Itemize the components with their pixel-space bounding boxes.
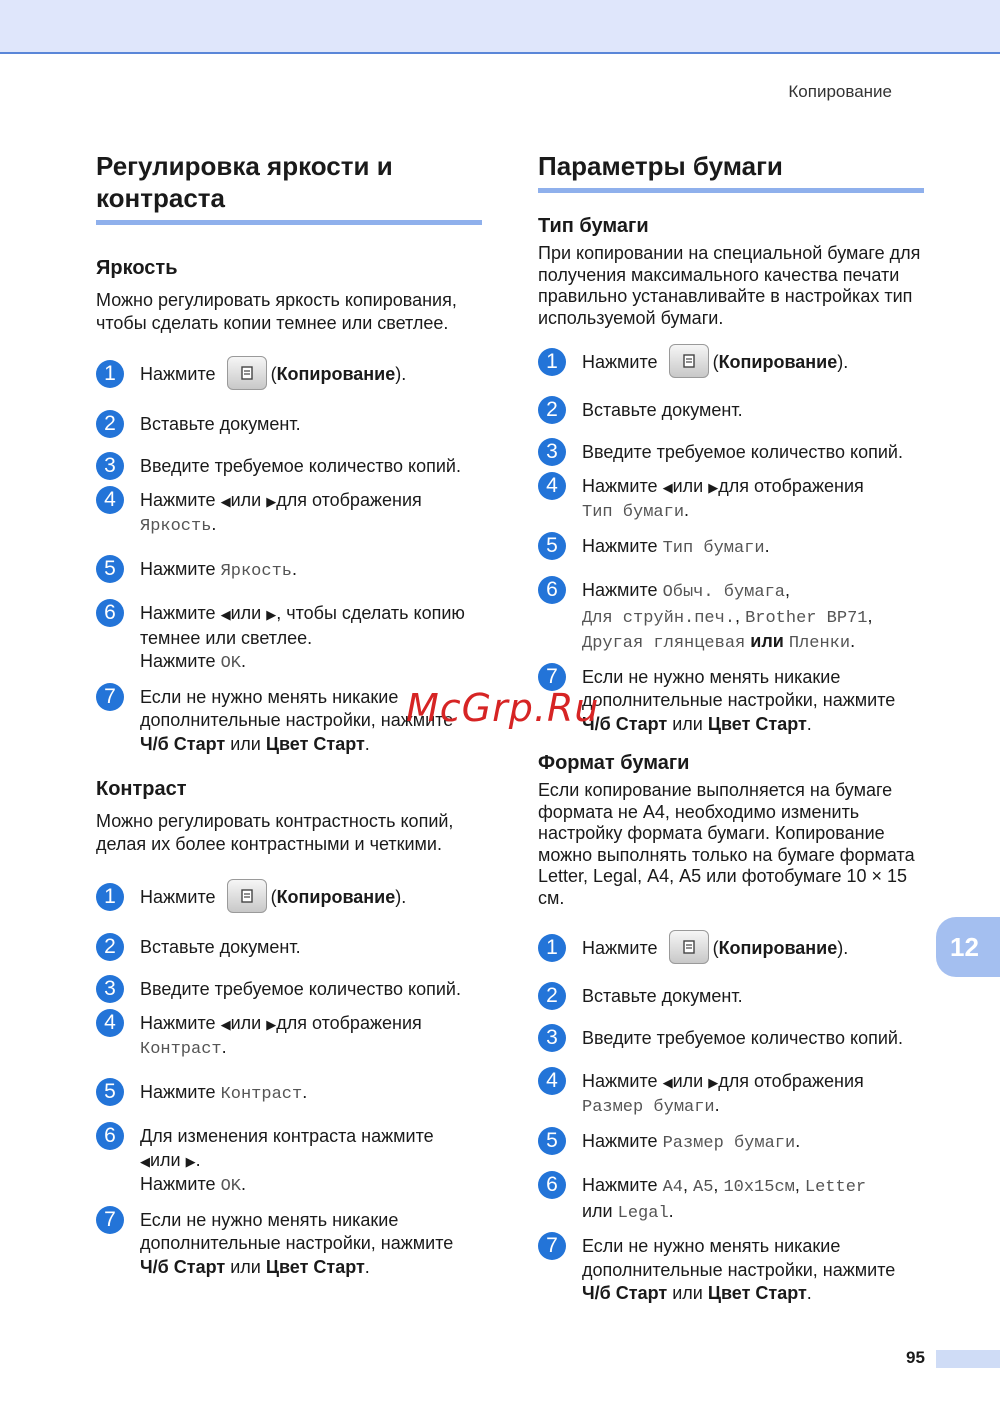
step-number: 5 [538, 1127, 566, 1155]
step-text: Нажмите [582, 1175, 658, 1195]
paren: ). [837, 352, 849, 372]
punct: . [211, 514, 217, 534]
step-text: Вставьте документ. [140, 936, 301, 957]
steps-paper-type [538, 351, 930, 736]
step-2 [96, 413, 488, 437]
punct: . [364, 733, 370, 754]
punct: . [684, 500, 690, 520]
punct: . [668, 1200, 674, 1221]
right-arrow-icon: ▶ [266, 493, 277, 509]
punct: , [735, 605, 741, 626]
section-title-brightness-contrast: Регулировка яркости и контраста [96, 150, 482, 225]
step-text: или [582, 1200, 613, 1221]
option: Пленки [788, 634, 851, 653]
left-arrow-icon: ◀ [220, 1016, 231, 1032]
step-5 [538, 1130, 930, 1156]
step-text: Нажмите [140, 558, 216, 579]
step-number: 6 [538, 1171, 566, 1199]
paren: ). [837, 938, 849, 958]
right-arrow-icon: ▶ [185, 1153, 196, 1169]
step-text: Нажмите [582, 580, 658, 600]
step-number: 4 [96, 1009, 124, 1037]
step-6 [538, 579, 930, 656]
step-number: 2 [96, 410, 124, 438]
step-3 [538, 1027, 930, 1051]
copy-label: Копирование [276, 364, 396, 384]
bw-start-label: Ч/б Старт [582, 1283, 668, 1303]
step-number: 5 [538, 532, 566, 560]
left-arrow-icon: ◀ [220, 607, 231, 622]
step-text: Нажмите [140, 489, 216, 510]
step-number: 7 [96, 683, 124, 711]
menu-item: Яркость [220, 561, 292, 581]
step-text: Нажмите [582, 1070, 658, 1091]
step-text: . [195, 1149, 201, 1170]
option: Letter [804, 1178, 867, 1197]
step-text: Нажмите [582, 1130, 658, 1151]
step-text: Введите требуемое количество копий. [582, 1028, 903, 1048]
step-text: Нажмите [582, 475, 658, 496]
step-6 [96, 602, 488, 676]
punct: . [806, 713, 812, 734]
step-5 [96, 558, 488, 584]
punct: . [240, 1174, 246, 1194]
step-number: 6 [538, 576, 566, 604]
punct: . [291, 558, 297, 579]
subheading-brightness: Яркость [96, 257, 178, 279]
color-start-label: Цвет Старт [265, 1256, 365, 1277]
step-3 [96, 978, 488, 1002]
step-6 [538, 1174, 930, 1225]
copy-label: Копирование [718, 352, 838, 372]
punct: , [867, 605, 873, 626]
step-number: 1 [538, 934, 566, 962]
color-start-label: Цвет Старт [707, 713, 807, 734]
page-number: 95 [906, 1348, 925, 1367]
step-5 [96, 1081, 488, 1107]
left-arrow-icon: ◀ [662, 479, 673, 495]
step-number: 4 [538, 1067, 566, 1095]
copy-label: Копирование [276, 887, 396, 907]
punct: , [713, 1175, 719, 1195]
step-number: 2 [538, 396, 566, 424]
color-start-label: Цвет Старт [265, 733, 365, 754]
punct: , [794, 1175, 800, 1195]
paren: ( [270, 887, 277, 907]
punct: . [364, 1256, 370, 1277]
step-text: или [230, 733, 261, 754]
step-text: Если не нужно менять никакие дополнительные настройки, нажмите [140, 1209, 454, 1253]
menu-item: Размер бумаги [662, 1133, 796, 1153]
bw-start-label: Ч/б Старт [140, 733, 226, 754]
step-text: или [230, 603, 262, 623]
step-3 [96, 455, 488, 479]
step-number: 7 [96, 1206, 124, 1234]
step-text: Вставьте документ. [140, 413, 301, 434]
step-text: для отображения [276, 1012, 422, 1033]
right-arrow-icon: ▶ [266, 607, 277, 622]
steps-paper-size [538, 937, 930, 1306]
step-number: 3 [538, 438, 566, 466]
bw-start-label: Ч/б Старт [582, 713, 668, 734]
copy-button-icon [669, 930, 709, 964]
step-5 [538, 535, 930, 561]
step-text: или [672, 1070, 704, 1091]
option: Для струйн.печ. [582, 608, 736, 628]
step-4 [96, 489, 488, 539]
ok-label: OK [220, 654, 241, 673]
paren: ). [395, 364, 407, 384]
right-arrow-icon: ▶ [266, 1016, 277, 1032]
intro-contrast: Можно регулировать контрастность копий, делая их более контрастными и четкими. [96, 811, 454, 854]
punct: . [302, 1081, 308, 1102]
menu-item: Тип бумаги [662, 538, 765, 558]
step-number: 7 [538, 663, 566, 691]
punct: . [240, 651, 246, 671]
step-3 [538, 441, 930, 465]
step-1 [538, 351, 930, 375]
step-text: Введите требуемое количество копий. [140, 456, 461, 476]
step-4 [538, 475, 930, 525]
paren: ( [712, 938, 719, 958]
option: Обыч. бумага [662, 583, 785, 602]
step-text: или [672, 475, 704, 496]
step-number: 6 [96, 1122, 124, 1150]
intro-paper-type: При копировании на специальной бумаге для получения максимального качества печати правильно устанавливайте в настройках тип используемой бумаги. [538, 243, 921, 328]
copy-button-icon [227, 879, 267, 913]
step-2 [96, 936, 488, 960]
left-arrow-icon: ◀ [662, 1074, 673, 1090]
punct: . [850, 631, 856, 651]
step-text: для отображения [718, 475, 864, 496]
step-number: 1 [96, 883, 124, 911]
step-6 [96, 1125, 488, 1199]
paren: ( [270, 364, 277, 384]
menu-item: Контраст [140, 1040, 222, 1059]
copy-button-icon [669, 344, 709, 378]
running-header: Копирование [788, 82, 892, 101]
step-text: или [672, 1283, 703, 1303]
left-arrow-icon: ◀ [220, 493, 231, 509]
punct: . [795, 1130, 801, 1151]
punct: , [784, 580, 790, 600]
option: A5 [693, 1178, 714, 1197]
step-number: 3 [538, 1024, 566, 1052]
step-1 [96, 886, 488, 910]
step-number: 1 [538, 348, 566, 376]
section-title-paper-settings: Параметры бумаги [538, 150, 924, 193]
chapter-tab: 12 [936, 917, 1000, 977]
step-text: Нажмите [582, 352, 658, 372]
intro-paper-size: Если копирование выполняется на бумаге формата не А4, необходимо изменить настройку формата бумаги. Копирование можно выполнять только на бумаге формата Letter, Legal, А4, А5 или фотобумаге 10 × 15 см. [538, 780, 915, 908]
step-4 [96, 1012, 488, 1062]
step-number: 1 [96, 360, 124, 388]
step-text: для отображения [718, 1070, 864, 1091]
step-7 [538, 1235, 930, 1306]
punct: . [806, 1283, 812, 1303]
paren: ). [395, 887, 407, 907]
menu-item: Размер бумаги [582, 1098, 715, 1117]
top-band [0, 0, 1000, 54]
step-text: Нажмите [140, 1081, 216, 1102]
step-4 [538, 1070, 930, 1120]
menu-item: Тип бумаги [582, 503, 685, 522]
step-text: Нажмите [140, 1012, 216, 1033]
color-start-label: Цвет Старт [707, 1283, 807, 1303]
paren: ( [712, 352, 719, 372]
right-arrow-icon: ▶ [708, 1074, 719, 1090]
option: Legal [617, 1203, 669, 1223]
right-arrow-icon: ▶ [708, 479, 719, 495]
step-text: , чтобы сделать копию темнее или светлее. [140, 603, 465, 648]
step-1 [96, 363, 488, 387]
punct: . [221, 1037, 227, 1057]
step-number: 2 [538, 982, 566, 1010]
copy-label: Копирование [718, 938, 838, 958]
step-text: Для изменения контраста нажмите [140, 1126, 434, 1146]
footer-bar [936, 1350, 1000, 1368]
subheading-contrast: Контраст [96, 778, 187, 800]
step-text: Нажмите [140, 887, 216, 907]
punct: , [682, 1175, 688, 1195]
step-number: 3 [96, 452, 124, 480]
intro-brightness: Можно регулировать яркость копирования, чтобы сделать копии темнее или светлее. [96, 290, 457, 333]
step-text: или [230, 489, 262, 510]
step-number: 7 [538, 1232, 566, 1260]
option: A4 [662, 1178, 683, 1197]
menu-item: Контраст [220, 1084, 303, 1104]
step-1 [538, 937, 930, 961]
step-text: Если не нужно менять никакие дополнительные настройки, нажмите [140, 686, 454, 730]
option: Другая глянцевая [582, 634, 746, 653]
step-text: Нажмите [140, 651, 216, 671]
step-text: или [150, 1149, 181, 1170]
step-text: или [750, 631, 784, 651]
step-text: Вставьте документ. [582, 399, 743, 420]
step-number: 6 [96, 599, 124, 627]
option: Brother BP71 [745, 608, 868, 628]
step-text: для отображения [276, 489, 422, 510]
step-text: Нажмите [140, 603, 216, 623]
punct: . [714, 1095, 720, 1115]
left-arrow-icon: ◀ [140, 1153, 150, 1169]
step-text: Введите требуемое количество копий. [140, 979, 461, 999]
step-text: Вставьте документ. [582, 985, 743, 1006]
step-7 [96, 1209, 488, 1280]
step-number: 2 [96, 933, 124, 961]
step-text: Если не нужно менять никакие дополнительные настройки, нажмите [582, 1236, 896, 1280]
punct: . [764, 535, 770, 556]
steps-contrast [96, 886, 488, 1279]
subheading-paper-size: Формат бумаги [538, 752, 690, 774]
step-text: Введите требуемое количество копий. [582, 442, 903, 462]
step-text: Нажмите [582, 938, 658, 958]
step-2 [538, 399, 930, 423]
step-number: 4 [96, 486, 124, 514]
step-text: Если не нужно менять никакие дополнительные настройки, нажмите [582, 666, 896, 710]
option: 10x15см [723, 1178, 795, 1197]
copy-button-icon [227, 356, 267, 390]
menu-item: Яркость [140, 517, 212, 536]
step-number: 3 [96, 975, 124, 1003]
step-number: 5 [96, 555, 124, 583]
step-text: Нажмите [140, 364, 216, 384]
bw-start-label: Ч/б Старт [140, 1256, 226, 1277]
step-text: или [672, 713, 703, 734]
step-number: 5 [96, 1078, 124, 1106]
step-number: 4 [538, 472, 566, 500]
step-text: Нажмите [582, 535, 658, 556]
ok-label: OK [220, 1177, 241, 1196]
subheading-paper-type: Тип бумаги [538, 215, 649, 237]
step-text: или [230, 1256, 261, 1277]
step-text: Нажмите [140, 1174, 216, 1194]
step-2 [538, 985, 930, 1009]
watermark: McGrp.Ru [406, 686, 600, 730]
step-text: или [230, 1012, 262, 1033]
